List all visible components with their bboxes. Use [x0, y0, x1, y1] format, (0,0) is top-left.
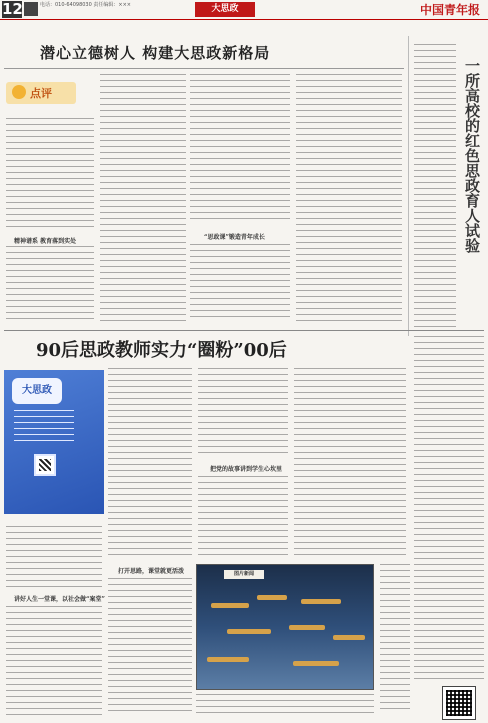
lightbulb-icon [12, 85, 26, 99]
photo-tag: 图片新闻 [224, 570, 264, 579]
qr-code-icon [442, 686, 476, 720]
article2-text-col2b [108, 578, 192, 716]
article2-headline: 90后思政教师实力“圈粉”00后 [36, 340, 287, 361]
article2-text-col3b [198, 476, 288, 560]
masthead [0, 0, 488, 20]
ship-model [289, 625, 325, 630]
ship-model [211, 603, 249, 608]
ship-models-photo [196, 564, 374, 690]
article1-text-col1 [6, 118, 94, 230]
page-number: 12 [2, 0, 23, 18]
article1-text-col1b [6, 246, 94, 322]
newspaper-brand: 中国青年报 [420, 3, 481, 17]
qr-code-icon [34, 454, 56, 476]
ship-model [257, 595, 287, 600]
divider [4, 68, 404, 69]
section-label: 大思政 [195, 2, 255, 17]
divider [4, 330, 484, 331]
article2-subhead-c: 打开思路，课堂就更活泼 [118, 568, 185, 575]
article2-subhead-b: 把党的故事讲到学生心坎里 [210, 466, 283, 473]
ship-model [333, 635, 365, 640]
poster-text [14, 410, 74, 444]
masthead-info: 电话：010-64098030 责任编辑：××× [40, 2, 131, 8]
article2-text-col4 [294, 368, 406, 560]
article2-text-col3 [198, 368, 288, 458]
photo-caption-text [196, 694, 374, 716]
column-tag-label: 点评 [30, 87, 52, 100]
section-logo-icon [24, 2, 38, 16]
article2-text-col1b [6, 606, 102, 716]
column-divider [408, 36, 409, 336]
ship-model [227, 629, 271, 634]
side-article-text-continued [414, 336, 484, 682]
poster-image [4, 370, 104, 514]
side-article-text [414, 44, 456, 330]
article1-text-col3 [190, 74, 290, 224]
article2-subhead-a: 讲好人生一堂课，以社会做“案堂” [14, 596, 105, 603]
article1-headline: 潜心立德树人 构建大思政新格局 [40, 44, 271, 62]
article1-subhead-a: 精神谱系 教育落到实处 [14, 238, 77, 245]
ship-model [301, 599, 341, 604]
article2-text-col2 [108, 368, 192, 560]
article1-subhead-b: “思政课”锻造青年成长 [204, 234, 265, 241]
article1-text-col2 [100, 74, 186, 322]
article2-text-col5 [380, 564, 410, 714]
ship-model [207, 657, 249, 662]
column-tag [6, 82, 76, 104]
side-article-title: 一所高校的红色思政育人试验 [463, 58, 481, 253]
article2-text-col1 [6, 526, 102, 590]
article1-text-col3b [190, 244, 290, 322]
article1-text-col4 [296, 74, 402, 322]
ship-model [293, 661, 339, 666]
poster-title: 大思政 [12, 378, 62, 404]
